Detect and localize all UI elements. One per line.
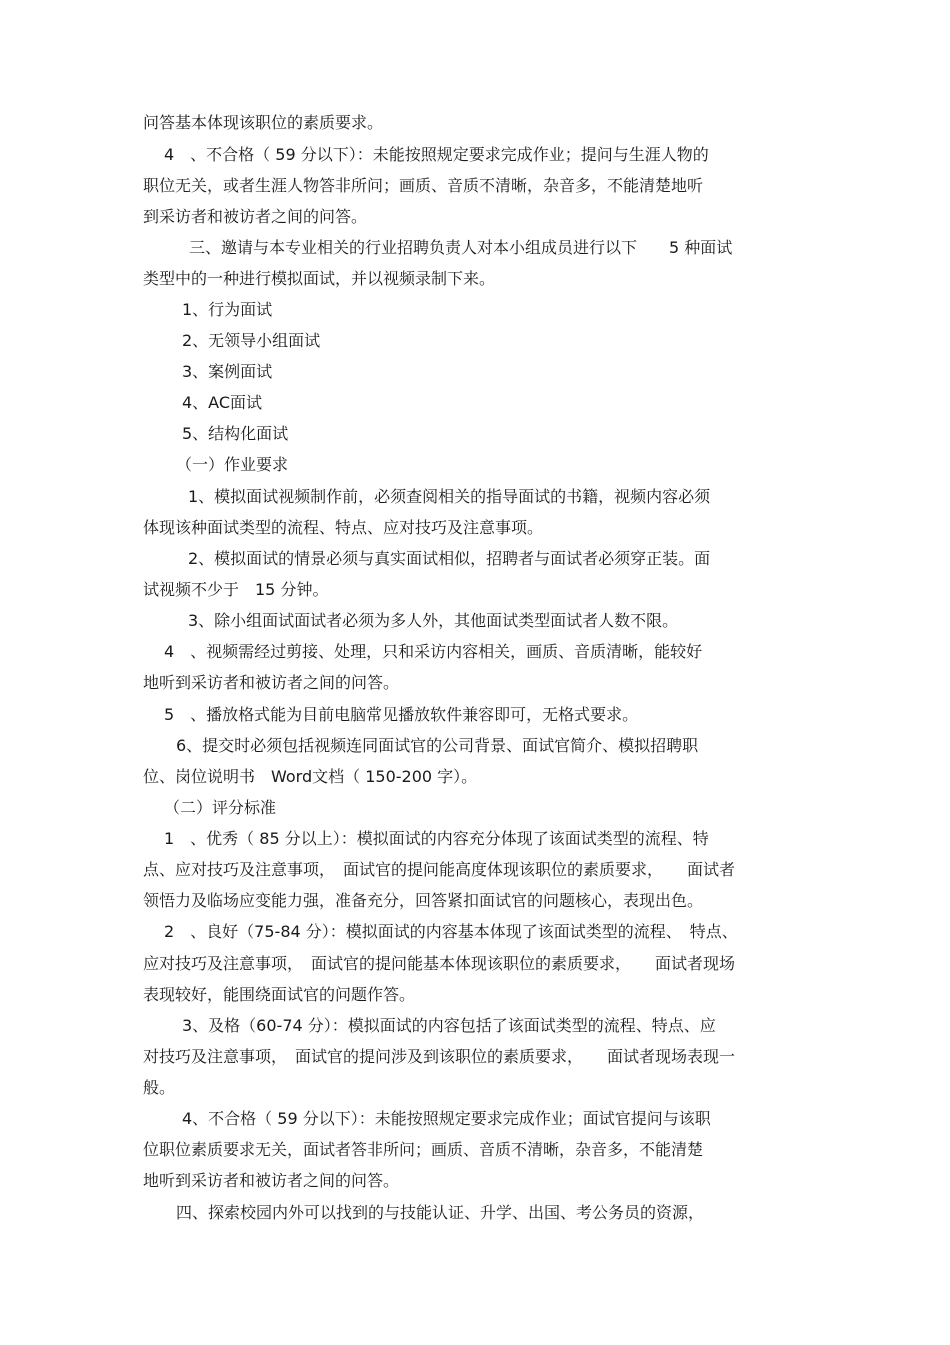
text-line: 对技巧及注意事项， 面试官的提问涉及到该职位的素质要求， 面试者现场表现一	[143, 1047, 736, 1066]
text-line: 体现该种面试类型的流程、特点、应对技巧及注意事项。	[143, 518, 544, 537]
text-line: 4、AC面试	[182, 393, 263, 412]
text-line: 1、模拟面试视频制作前，必须查阅相关的指导面试的书籍，视频内容必须	[188, 487, 711, 506]
text-line: 4、不合格（ 59 分以下）：未能按照规定要求完成作业；面试官提问与该职	[182, 1109, 711, 1128]
text-line: 应对技巧及注意事项， 面试官的提问能基本体现该职位的素质要求， 面试者现场	[143, 954, 736, 973]
text-line: 5、结构化面试	[182, 424, 289, 443]
text-line: 表现较好，能围绕面试官的问题作答。	[143, 985, 416, 1004]
text-line: 4 、视频需经过剪接、处理，只和采访内容相关，画质、音质清晰，能较好	[164, 642, 703, 661]
text-line: 点、应对技巧及注意事项， 面试官的提问能高度体现该职位的素质要求， 面试者	[143, 860, 736, 879]
text-line: 类型中的一种进行模拟面试，并以视频录制下来。	[143, 269, 496, 288]
text-line: 试视频不少于 15 分钟。	[143, 580, 329, 599]
text-line: 3、除小组面试面试者必须为多人外，其他面试类型面试者人数不限。	[188, 611, 679, 630]
text-line: 3、及格（60-74 分）：模拟面试的内容包括了该面试类型的流程、特点、应	[182, 1016, 716, 1035]
text-line: 5 、播放格式能为目前电脑常见播放软件兼容即可，无格式要求。	[164, 705, 639, 724]
text-line: 4 、不合格（ 59 分以下）：未能按照规定要求完成作业；提问与生涯人物的	[164, 145, 709, 164]
text-line: 6、提交时必须包括视频连同面试官的公司背景、面试官简介、模拟招聘职	[176, 736, 699, 755]
text-line: 三、邀请与本专业相关的行业招聘负责人对本小组成员进行以下 5 种面试	[189, 238, 733, 257]
section-heading: （一）作业要求	[176, 455, 289, 474]
text-line: 1 、优秀（ 85 分以上）：模拟面试的内容充分体现了该面试类型的流程、特	[164, 829, 709, 848]
text-line: 位、岗位说明书 Word文档（ 150-200 字）。	[143, 767, 478, 786]
section-heading: （二）评分标准	[164, 798, 277, 817]
text-line: 地听到采访者和被访者之间的问答。	[143, 673, 400, 692]
text-line: 问答基本体现该职位的素质要求。	[143, 113, 384, 132]
text-line: 位职位素质要求无关，面试者答非所问；画质、音质不清晰，杂音多，不能清楚	[143, 1140, 704, 1159]
text-line: 到采访者和被访者之间的问答。	[143, 207, 368, 226]
text-line: 2 、良好（75-84 分）：模拟面试的内容基本体现了该面试类型的流程、 特点、	[164, 922, 738, 941]
text-line: 2、模拟面试的情景必须与真实面试相似，招聘者与面试者必须穿正装。面	[188, 549, 711, 568]
text-line: 职位无关，或者生涯人物答非所问；画质、音质不清晰，杂音多，不能清楚地听	[143, 176, 704, 195]
text-line: 地听到采访者和被访者之间的问答。	[143, 1171, 400, 1190]
text-line: 四、探索校园内外可以找到的与技能认证、升学、出国、考公务员的资源，	[176, 1203, 705, 1222]
text-line: 般。	[143, 1078, 176, 1097]
text-line: 3、案例面试	[182, 362, 273, 381]
text-line: 领悟力及临场应变能力强，准备充分，回答紧扣面试官的问题核心，表现出色。	[143, 891, 704, 910]
text-line: 1、行为面试	[182, 300, 273, 319]
text-line: 2、无领导小组面试	[182, 331, 321, 350]
